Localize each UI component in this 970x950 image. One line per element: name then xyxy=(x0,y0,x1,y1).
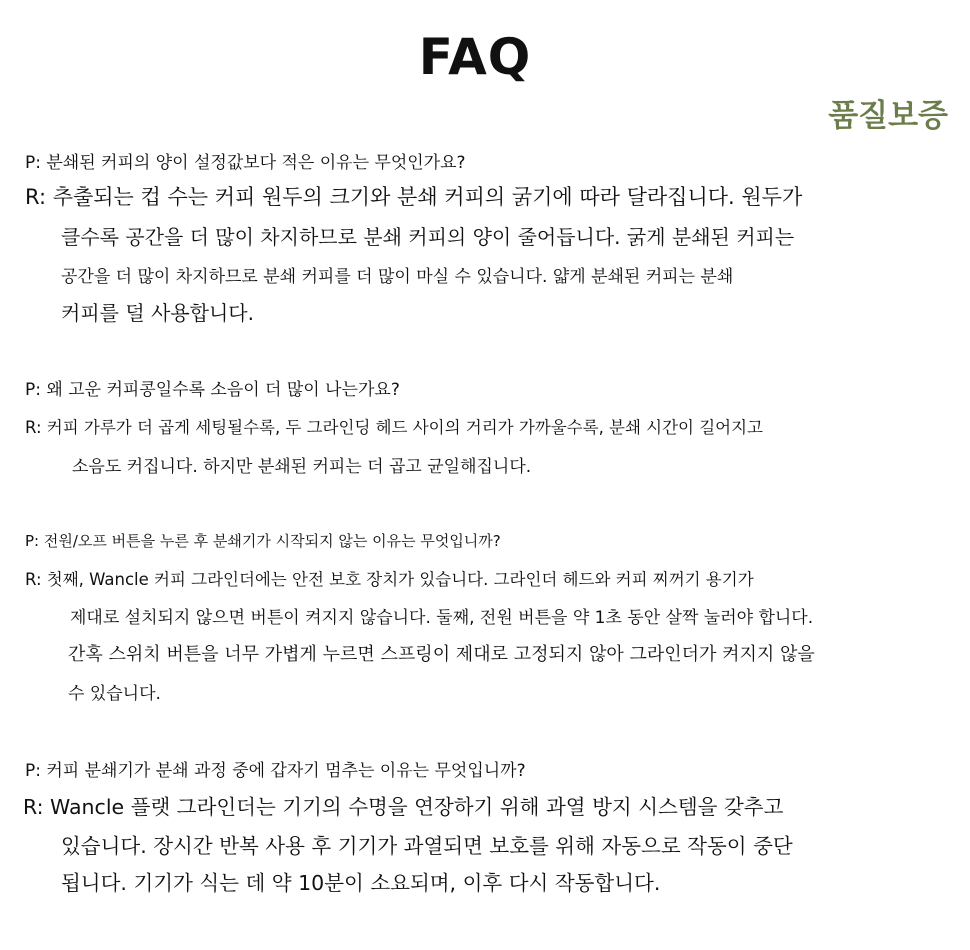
page-title: FAQ xyxy=(418,28,532,86)
faq-question: P: 전원/오프 버튼을 누른 후 분쇄기가 시작되지 않는 이유는 무엇입니까? xyxy=(25,532,501,550)
faq-answer-line: R: 첫째, Wancle 커피 그라인더에는 안전 보호 장치가 있습니다. 그라인더 헤드와 커피 찌꺼기 용기가 xyxy=(25,570,754,589)
faq-answer-line: 소음도 커집니다. 하지만 분쇄된 커피는 더 곱고 균일해집니다. xyxy=(72,457,532,477)
quality-badge: 품질보증 xyxy=(828,98,948,134)
faq-answer-line: 커피를 덜 사용합니다. xyxy=(61,301,254,325)
faq-question: P: 분쇄된 커피의 양이 설정값보다 적은 이유는 무엇인가요? xyxy=(25,153,466,173)
faq-answer-line: 있습니다. 장시간 반복 사용 후 기기가 과열되면 보호를 위해 자동으로 작동이 중단 xyxy=(61,834,793,858)
faq-answer-line: 됩니다. 기기가 식는 데 약 10분이 소요되며, 이후 다시 작동합니다. xyxy=(61,871,661,895)
faq-answer-line: 클수록 공간을 더 많이 차지하므로 분쇄 커피의 양이 줄어듭니다. 굵게 분쇄된 커피는 xyxy=(61,225,795,249)
faq-question: P: 왜 고운 커피콩일수록 소음이 더 많이 나는가요? xyxy=(25,380,400,400)
faq-answer-line: R: 커피 가루가 더 곱게 세팅될수록, 두 그라인딩 헤드 사이의 거리가 가까울수록, 분쇄 시간이 길어지고 xyxy=(25,418,763,437)
faq-answer-line: 간혹 스위치 버튼을 너무 가볍게 누르면 스프링이 제대로 고정되지 않아 그라인더가 켜지지 않을 xyxy=(68,644,815,665)
faq-answer-line: R: 추출되는 컵 수는 커피 원두의 크기와 분쇄 커피의 굵기에 따라 달라집니다. 원두가 xyxy=(25,185,803,209)
faq-question: P: 커피 분쇄기가 분쇄 과정 중에 갑자기 멈추는 이유는 무엇입니까? xyxy=(25,761,526,781)
faq-answer-line: R: Wancle 플랫 그라인더는 기기의 수명을 연장하기 위해 과열 방지 시스템을 갖추고 xyxy=(23,795,784,819)
faq-answer-line: 공간을 더 많이 차지하므로 분쇄 커피를 더 많이 마실 수 있습니다. 얇게 분쇄된 커피는 분쇄 xyxy=(61,267,734,287)
faq-answer-line: 제대로 설치되지 않으면 버튼이 켜지지 않습니다. 둘째, 전원 버튼을 약 1초 동안 살짝 눌러야 합니다. xyxy=(70,608,814,628)
faq-answer-line: 수 있습니다. xyxy=(68,684,161,704)
